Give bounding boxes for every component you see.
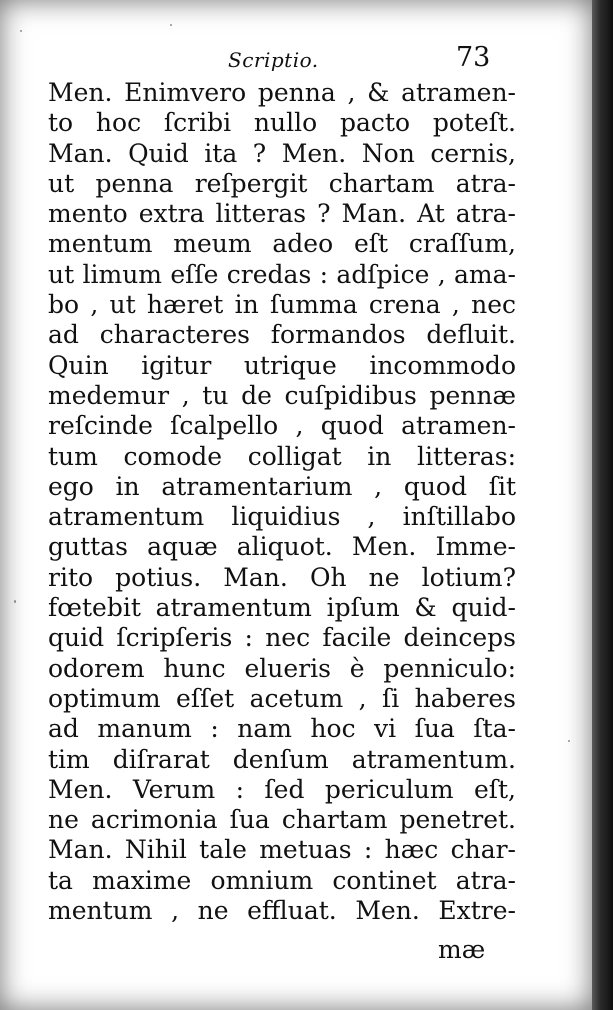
paper-speck: [568, 740, 570, 742]
text-line: fœtebit atramentum ipſum & quid-: [48, 593, 516, 623]
text-line: Quin igitur utrique incommodo: [48, 350, 516, 380]
text-line: ad manum : nam hoc vi ſua ſta-: [48, 714, 516, 744]
running-title: Scriptio.: [228, 48, 319, 72]
text-line: ta maxime omnium continet atra-: [48, 865, 516, 895]
text-line: reſcinde ſcalpello , quod atramen-: [48, 411, 516, 441]
text-line: rito potius. Man. Oh ne lotium?: [48, 562, 516, 592]
text-line: ut limum eſſe credas : adſpice , ama-: [48, 259, 516, 289]
text-line: Men. Verum : ſed periculum eſt,: [48, 774, 516, 804]
text-line: tum comode colligat in litteras:: [48, 441, 516, 471]
text-line: guttas aquæ aliquot. Men. Imme-: [48, 532, 516, 562]
paper-speck: [14, 600, 16, 603]
text-line: odorem hunc elueris è penniculo:: [48, 653, 516, 683]
paper-speck: [20, 30, 22, 32]
text-line: quid ſcripſeris : nec facile deinceps: [48, 623, 516, 653]
text-line: ut penna reſpergit chartam atra-: [48, 168, 516, 198]
text-line: to hoc ſcribi nullo pacto poteſt.: [48, 108, 516, 138]
text-line: ne acrimonia ſua chartam penetret.: [48, 805, 516, 835]
page-header: [0, 40, 592, 80]
text-line: ad characteres formandos defluit.: [48, 320, 516, 350]
page-edge-shadow: [592, 0, 613, 1010]
text-line: Men. Enimvero penna , & atramen-: [48, 78, 516, 107]
text-line: mentum meum adeo eſt craſſum,: [48, 229, 516, 259]
catchword: mæ: [438, 935, 486, 964]
text-line: Man. Nihil tale metuas : hæc char-: [48, 835, 516, 865]
text-line: medemur , tu de cuſpidibus pennæ: [48, 380, 516, 410]
text-line: atramentum liquidius , inſtillabo: [48, 502, 516, 532]
text-line: bo , ut hæret in ſumma crena , nec: [48, 290, 516, 320]
text-line: Man. Quid ita ? Men. Non cernis,: [48, 138, 516, 168]
text-line: mento extra litteras ? Man. At atra-: [48, 199, 516, 229]
page-number: 73: [456, 42, 491, 73]
text-line: mentum , ne effluat. Men. Extre-: [48, 896, 516, 926]
text-line: ego in atramentarium , quod ſit: [48, 471, 516, 501]
text-line: optimum eſſet acetum , ſi haberes: [48, 683, 516, 713]
body-text: [48, 78, 516, 926]
paper-speck: [170, 24, 172, 26]
text-line: tim diſrarat denſum atramentum.: [48, 744, 516, 774]
